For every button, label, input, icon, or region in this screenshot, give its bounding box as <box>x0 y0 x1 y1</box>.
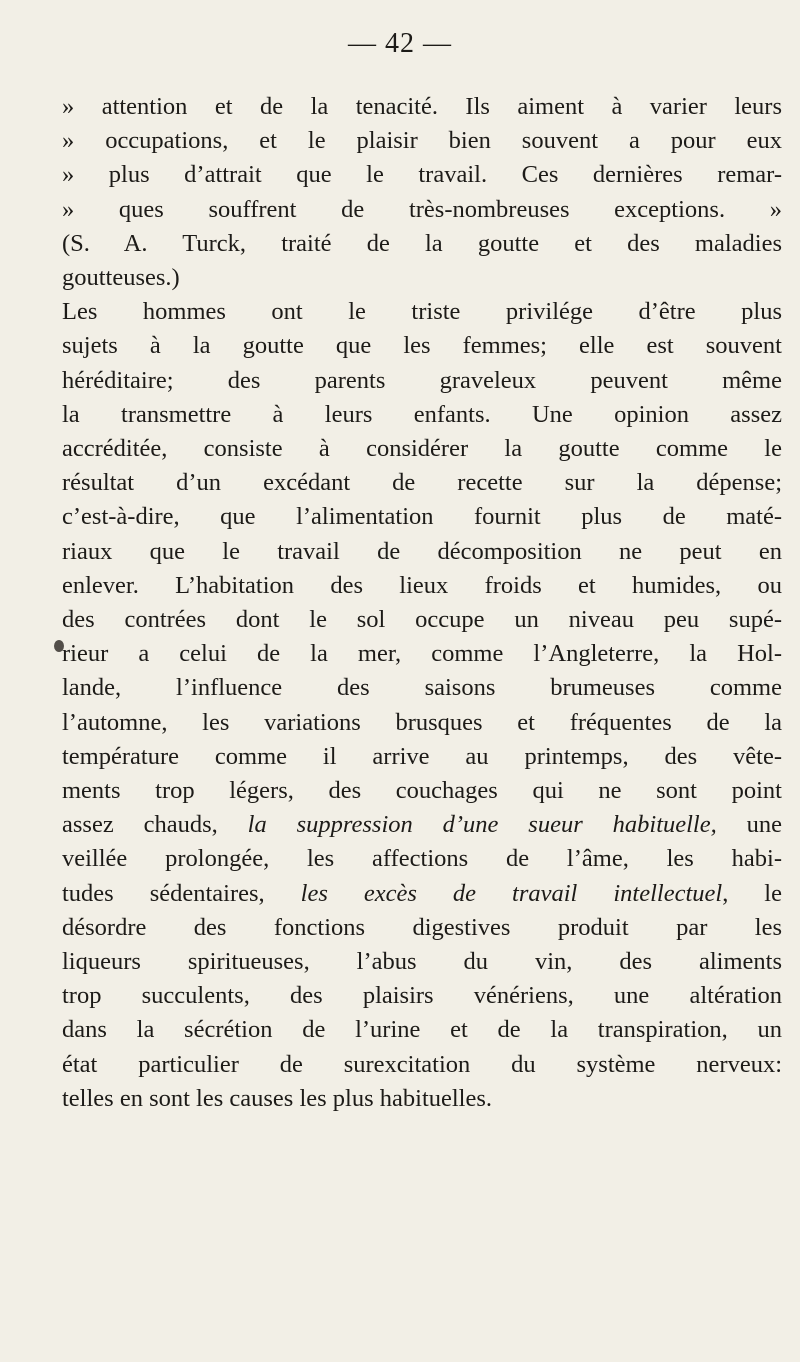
text-line: lande, l’influence des saisons brumeuses comme <box>62 674 782 702</box>
text-line: riaux que le travail de décomposition ne peut en <box>62 537 782 565</box>
text-line: » ques souffrent de très-nombreuses exceptions. » <box>62 195 782 223</box>
text-segment: , le <box>722 879 782 907</box>
body-text <box>62 90 782 1116</box>
text-line: Les hommes ont le triste privilége d’être plus <box>62 298 782 326</box>
text-line: trop succulents, des plaisirs vénériens, une altération <box>62 982 782 1010</box>
text-line: enlever. L’habitation des lieux froids et humides, ou <box>62 571 782 599</box>
text-line-mixed <box>62 808 782 842</box>
text-line: rieur a celui de la mer, comme l’Angleterre, la Hol- <box>62 640 782 668</box>
text-line: (S. A. Turck, traité de la goutte et des maladies <box>62 229 782 257</box>
text-line: liqueurs spiritueuses, l’abus du vin, des aliments <box>62 948 782 976</box>
text-line: » occupations, et le plaisir bien souvent a pour eux <box>62 127 782 155</box>
text-line: veillée prolongée, les affections de l’âme, les habi- <box>62 845 782 873</box>
page-number: — 42 — <box>348 28 452 59</box>
text-line: ments trop légers, des couchages qui ne sont point <box>62 777 782 805</box>
italic-phrase: les excès de travail intellectuel <box>300 879 723 907</box>
text-line: telles en sont les causes les plus habituelles. <box>62 1084 493 1112</box>
text-line: désordre des fonctions digestives produit par les <box>62 913 782 941</box>
text-line: résultat d’un excédant de recette sur la dépense; <box>62 469 782 497</box>
text-line: héréditaire; des parents graveleux peuvent même <box>62 366 782 394</box>
text-line: » plus d’attrait que le travail. Ces dernières remar- <box>62 161 782 189</box>
text-line: dans la sécrétion de l’urine et de la transpiration, un <box>62 1016 782 1044</box>
text-line: la transmettre à leurs enfants. Une opinion assez <box>62 400 782 428</box>
text-line: goutteuses.) <box>62 264 180 292</box>
text-line-mixed <box>62 877 782 911</box>
text-line: c’est-à-dire, que l’alimentation fournit plus de maté- <box>62 503 782 531</box>
text-segment: une <box>716 811 783 839</box>
italic-phrase: la suppression d’une sueur habituelle, <box>247 811 717 839</box>
text-line: état particulier de surexcitation du système nerveux: <box>62 1050 782 1078</box>
text-segment: assez chauds, <box>62 811 248 839</box>
text-line: sujets à la goutte que les femmes; elle est souvent <box>62 332 782 360</box>
text-segment: tudes sédentaires, <box>62 879 301 907</box>
text-line: » attention et de la tenacité. Ils aiment à varier leurs <box>62 93 782 120</box>
text-line: l’automne, les variations brusques et fréquentes de la <box>62 708 782 736</box>
text-line: température comme il arrive au printemps, des vête- <box>62 742 782 770</box>
text-line: des contrées dont le sol occupe un niveau peu supé- <box>62 606 782 634</box>
text-line: accréditée, consiste à considérer la goutte comme le <box>62 435 782 463</box>
